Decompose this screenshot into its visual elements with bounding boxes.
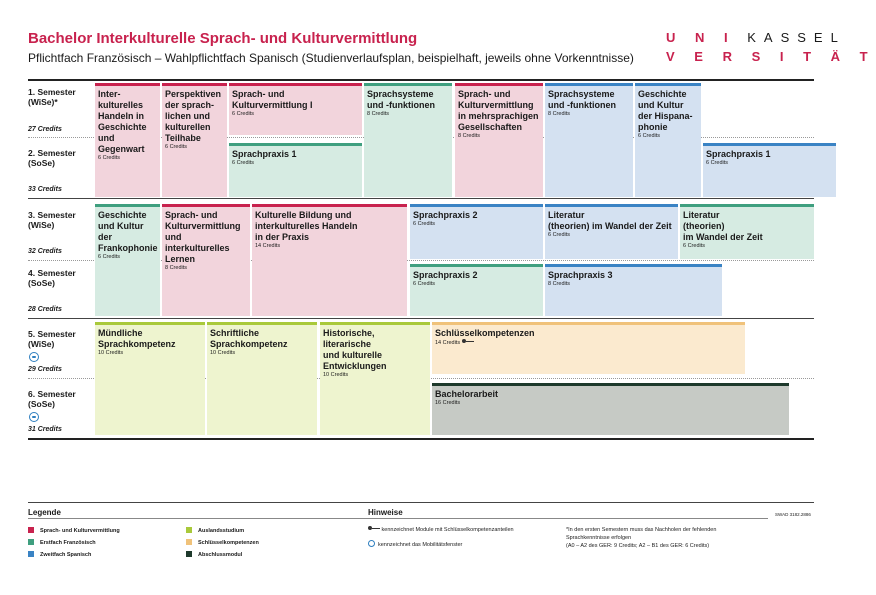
hints-title: Hinweise: [368, 508, 403, 517]
module-block: Sprachpraxis 1 6 Credits: [229, 143, 362, 197]
module-block: Literatur (theorien) im Wandel der Zeit 6 Credits: [680, 204, 814, 259]
module-block: Sprachsysteme und -funktionen 8 Credits: [545, 83, 633, 197]
module-block: Schlüsselkompetenzen 14 Credits: [432, 322, 745, 374]
module-block: Sprach- und Kulturvermittlung und interkulturelles Lernen 8 Credits: [162, 204, 250, 316]
legend-swatch: [28, 527, 34, 533]
divider: [28, 79, 814, 81]
divider: [28, 438, 814, 440]
logo-versitaet: V E R S I T Ä T: [666, 49, 876, 64]
semester-credits: 29 Credits: [28, 366, 62, 373]
legend-swatch: [28, 551, 34, 557]
module-block: Historische, literarische und kulturelle Entwicklungen 10 Credits: [320, 322, 430, 435]
legend-item: Abschlussmodul: [186, 551, 242, 558]
semester-credits: 31 Credits: [28, 426, 62, 433]
legend-item: Zweitfach Spanisch: [28, 551, 91, 558]
module-block: Bachelorarbeit 16 Credits: [432, 383, 789, 435]
module-block: Mündliche Sprachkompetenz 10 Credits: [95, 322, 205, 435]
module-block: Inter- kulturelles Handeln in Geschichte und Gegenwart 6 Credits: [95, 83, 160, 197]
semester-label: 3. Semester (WiSe): [28, 210, 76, 230]
document-code: SWAD 3182.2886: [775, 512, 811, 517]
module-block: Sprachpraxis 3 8 Credits: [545, 264, 722, 316]
module-block: Sprach- und Kulturvermittlung in mehrsprachigen Gesellschaften 8 Credits: [455, 83, 543, 197]
module-block: Kulturelle Bildung und interkulturelles Handeln in der Praxis 14 Credits: [252, 204, 407, 316]
globe-icon: [368, 540, 375, 547]
semester-credits: 33 Credits: [28, 186, 62, 193]
university-logo: [666, 30, 876, 70]
logo-kassel: KASSEL: [747, 30, 846, 45]
module-block: Literatur (theorien) im Wandel der Zeit 6 Credits: [545, 204, 678, 259]
divider: [28, 318, 814, 319]
legend-title: Legende: [28, 508, 61, 517]
legend-item: Sprach- und Kulturvermittlung: [28, 527, 120, 534]
module-block: Sprachpraxis 2 6 Credits: [410, 264, 543, 316]
legend-swatch: [186, 551, 192, 557]
divider: [28, 518, 768, 519]
legend-swatch: [186, 539, 192, 545]
page-title: Bachelor Interkulturelle Sprach- und Kulturvermittlung: [28, 30, 418, 47]
semester-label: 5. Semester (WiSe): [28, 329, 76, 349]
key-icon: [462, 339, 474, 343]
legend-item: Auslandsstudium: [186, 527, 244, 534]
legend-swatch: [28, 539, 34, 545]
module-block: Schriftliche Sprachkompetenz 10 Credits: [207, 322, 317, 435]
globe-icon: [29, 352, 39, 362]
module-block: Perspektiven der sprach- lichen und kulturellen Teilhabe 6 Credits: [162, 83, 227, 197]
semester-label: 4. Semester (SoSe): [28, 268, 76, 288]
logo-uni: U N I: [666, 30, 736, 45]
semester-credits: 27 Credits: [28, 126, 62, 133]
hint-key: kennzeichnet Module mit Schlüsselkompetenzanteilen: [368, 526, 514, 534]
divider: [28, 502, 814, 503]
module-block: Sprach- und Kulturvermittlung I 6 Credits: [229, 83, 362, 135]
semester-label: 2. Semester (SoSe): [28, 148, 76, 168]
footnote: *In den ersten Semestern muss das Nachholen der fehlenden Sprachkenntnisse erfolgen (A0 – A2 des GER: 9 Credits; A2 – B1 des GER: 6 Credits): [566, 527, 717, 549]
legend-item: Erstfach Französisch: [28, 539, 96, 546]
module-block: Sprachpraxis 1 6 Credits: [703, 143, 836, 197]
legend-swatch: [186, 527, 192, 533]
divider: [28, 198, 814, 199]
module-block: Geschichte und Kultur der Frankophonie 6 Credits: [95, 204, 160, 316]
legend-item: Schlüsselkompetenzen: [186, 539, 259, 546]
module-block: Geschichte und Kultur der Hispana- phonie 6 Credits: [635, 83, 701, 197]
semester-label: 6. Semester (SoSe): [28, 389, 76, 409]
semester-credits: 28 Credits: [28, 306, 62, 313]
hint-globe: kennzeichnet das Mobilitätsfenster: [368, 540, 462, 549]
semester-label: 1. Semester (WiSe)*: [28, 87, 76, 107]
page-subtitle: Pflichtfach Französisch – Wahlpflichtfach Spanisch (Studienverlaufsplan, beispielhaft, jeweils ohne Vorkenntnisse): [28, 51, 634, 65]
globe-icon: [29, 412, 39, 422]
semester-credits: 32 Credits: [28, 248, 62, 255]
module-block: Sprachpraxis 2 6 Credits: [410, 204, 543, 259]
module-block: Sprachsysteme und -funktionen 8 Credits: [364, 83, 452, 197]
key-icon: [368, 526, 380, 530]
